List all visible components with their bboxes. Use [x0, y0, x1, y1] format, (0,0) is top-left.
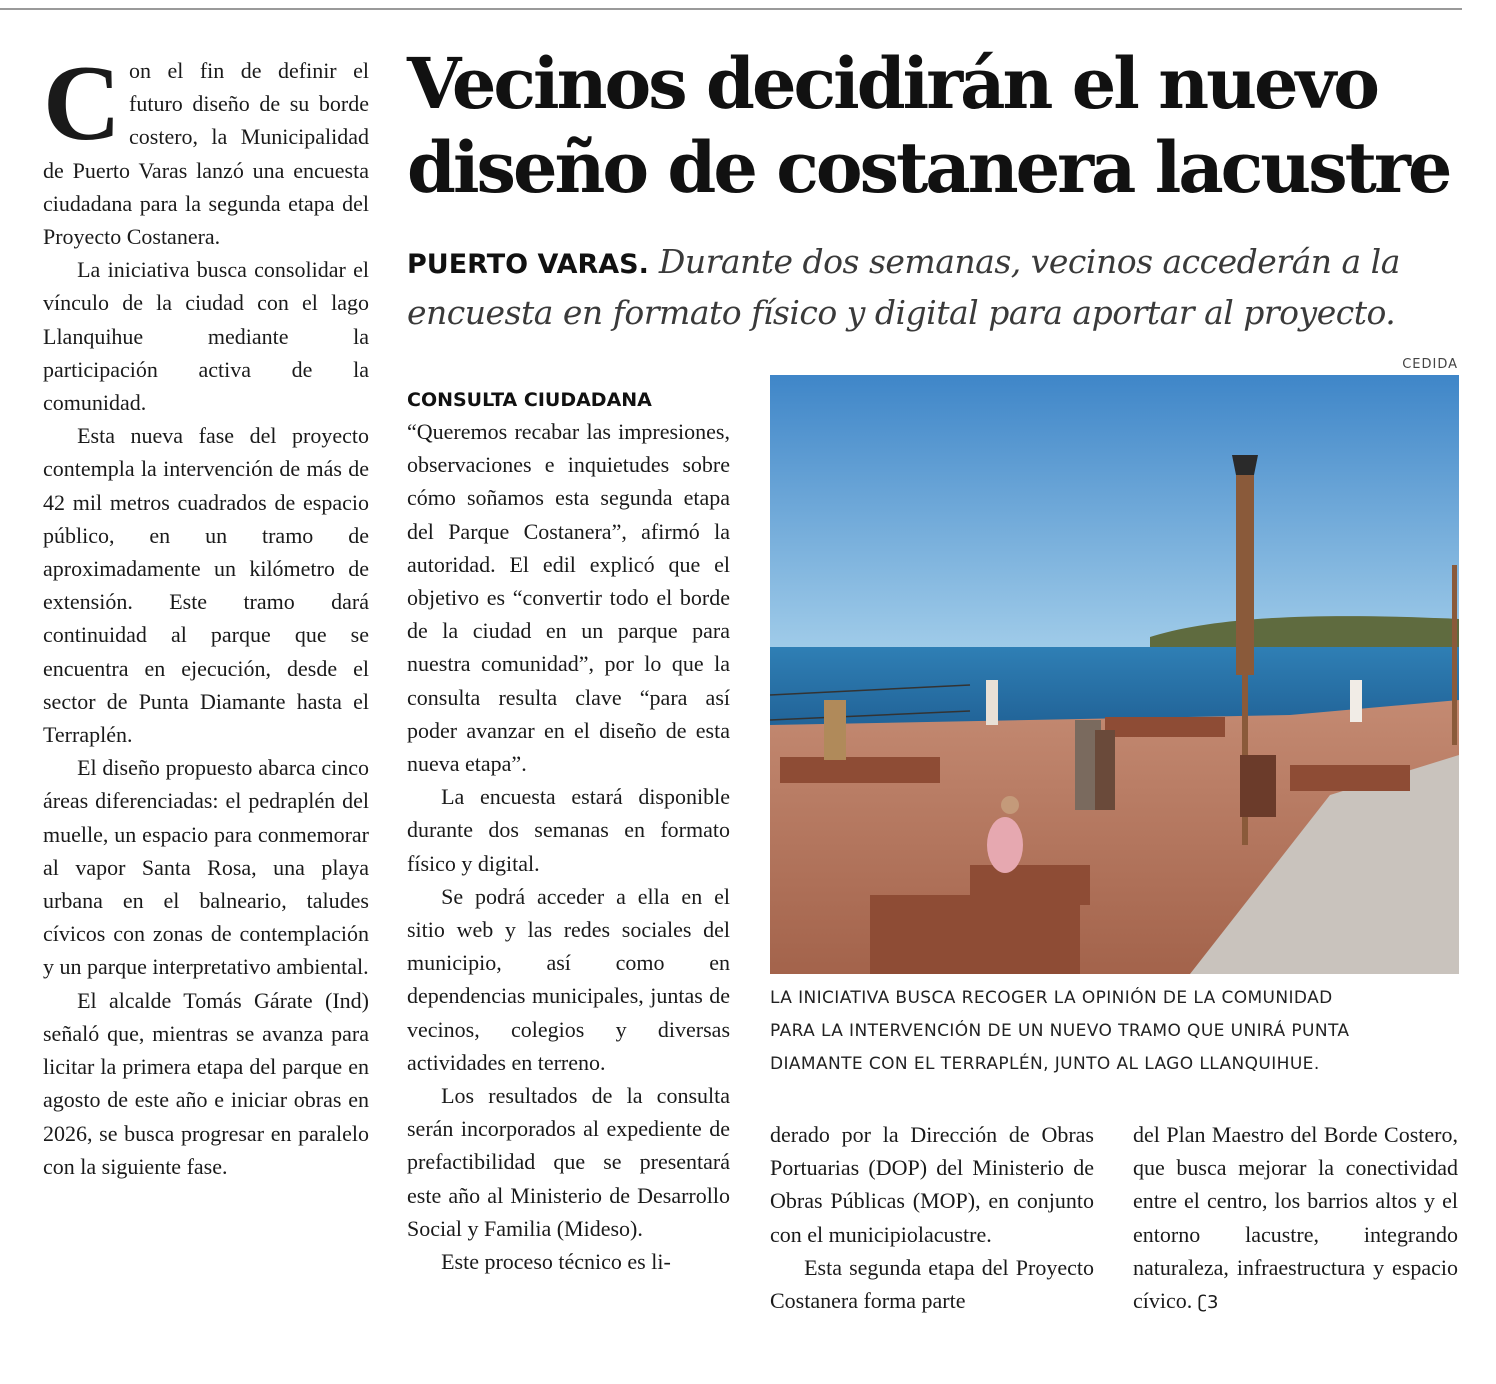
body-column-3	[770, 1118, 1094, 1317]
caption-line-3: DIAMANTE CON EL TERRAPLÉN, JUNTO AL LAGO LLANQUIHUE.	[770, 1054, 1320, 1074]
section-subhead: CONSULTA CIUDADANA	[407, 389, 652, 411]
deck-line-1: Durante dos semanas, vecinos accederán a la	[658, 242, 1400, 281]
paragraph: “Queremos recabar las impresiones, observaciones e inquietudes sobre cómo soñamos esta segunda etapa del Parque Costanera”, afirmó la autoridad. El edil explicó que el objetivo es “convertir todo el borde de la ciudad en un parque para nuestra comunidad”, por lo que la consulta resulta clave “para así poder avanzar en el diseño de esta nueva etapa”.	[407, 419, 730, 777]
headline-line-2: diseño de costanera lacustre	[407, 126, 1450, 209]
dateline: PUERTO VARAS.	[407, 249, 649, 280]
paragraph: Este proceso técnico es li-	[441, 1249, 671, 1275]
headline-line-1: Vecinos decidirán el nuevo	[407, 42, 1377, 125]
deck-line-2: encuesta en formato físico y digital para aportar al proyecto.	[407, 293, 1396, 332]
paragraph: La iniciativa busca consolidar el vínculo de la ciudad con el lago Llanquihue mediante la participación activa de la comunidad.	[43, 257, 369, 416]
paragraph: Esta segunda etapa del Proyecto Costanera forma parte	[770, 1254, 1094, 1314]
end-mark-icon: ʗ3	[1197, 1292, 1219, 1314]
paragraph: El alcalde Tomás Gárate (Ind) señaló que, mientras se avanza para licitar la primera etapa del parque en agosto de este año e iniciar obras en 2026, se busca progresar en paralelo con la siguiente fase.	[43, 987, 369, 1179]
body-column-2	[407, 385, 730, 1278]
body-column-4	[1133, 1118, 1458, 1319]
headline	[407, 42, 1467, 210]
caption-line-2: PARA LA INTERVENCIÓN DE UN NUEVO TRAMO QUE UNIRÁ PUNTA	[770, 1021, 1350, 1041]
paragraph: Los resultados de la consulta serán incorporados al expediente de prefactibilidad que se presentará este año al Ministerio de Desarrollo Social y Familia (Mideso).	[407, 1083, 730, 1241]
deck	[407, 238, 1467, 337]
photo-caption	[770, 982, 1460, 1081]
top-rule	[0, 8, 1462, 10]
paragraph: La encuesta estará disponible durante dos semanas en formato físico y digital.	[407, 784, 730, 876]
paragraph: del Plan Maestro del Borde Costero, que busca mejorar la conectividad entre el centro, los barrios altos y el entorno lacustre, integrando naturaleza, infraestructura y espacio cívico.	[1133, 1122, 1458, 1314]
paragraph: on el fin de definir el futuro diseño de su borde costero, la Municipalidad de Puerto Varas lanzó una encuesta ciudadana para la segunda etapa del Proyecto Costanera.	[43, 58, 369, 250]
drop-cap: C	[43, 44, 121, 163]
caption-line-1: LA INICIATIVA BUSCA RECOGER LA OPINIÓN DE LA COMUNIDAD	[770, 988, 1333, 1008]
photo-credit: CEDIDA	[1402, 357, 1458, 372]
promenade-rendering-photo	[770, 375, 1459, 974]
paragraph: Esta nueva fase del proyecto contempla la intervención de más de 42 mil metros cuadrados de espacio público, en un tramo de aproximadamente un kilómetro de extensión. Este tramo dará continuidad al parque que se encuentra en ejecución, desde el sector de Punta Diamante hasta el Terraplén.	[43, 423, 369, 748]
paragraph: El diseño propuesto abarca cinco áreas diferenciadas: el pedraplén del muelle, un espacio para conmemorar al vapor Santa Rosa, una playa urbana en el balneario, taludes cívicos con zonas de contemplación y un parque interpretativo ambiental.	[43, 755, 369, 980]
body-column-1	[43, 44, 369, 1183]
paragraph: derado por la Dirección de Obras Portuarias (DOP) del Ministerio de Obras Públicas (MOP), en conjunto con el municipiolacustre.	[770, 1122, 1094, 1247]
paragraph: Se podrá acceder a ella en el sitio web y las redes sociales del municipio, así como en dependencias municipales, juntas de vecinos, colegios y diversas actividades en terreno.	[407, 883, 730, 1075]
